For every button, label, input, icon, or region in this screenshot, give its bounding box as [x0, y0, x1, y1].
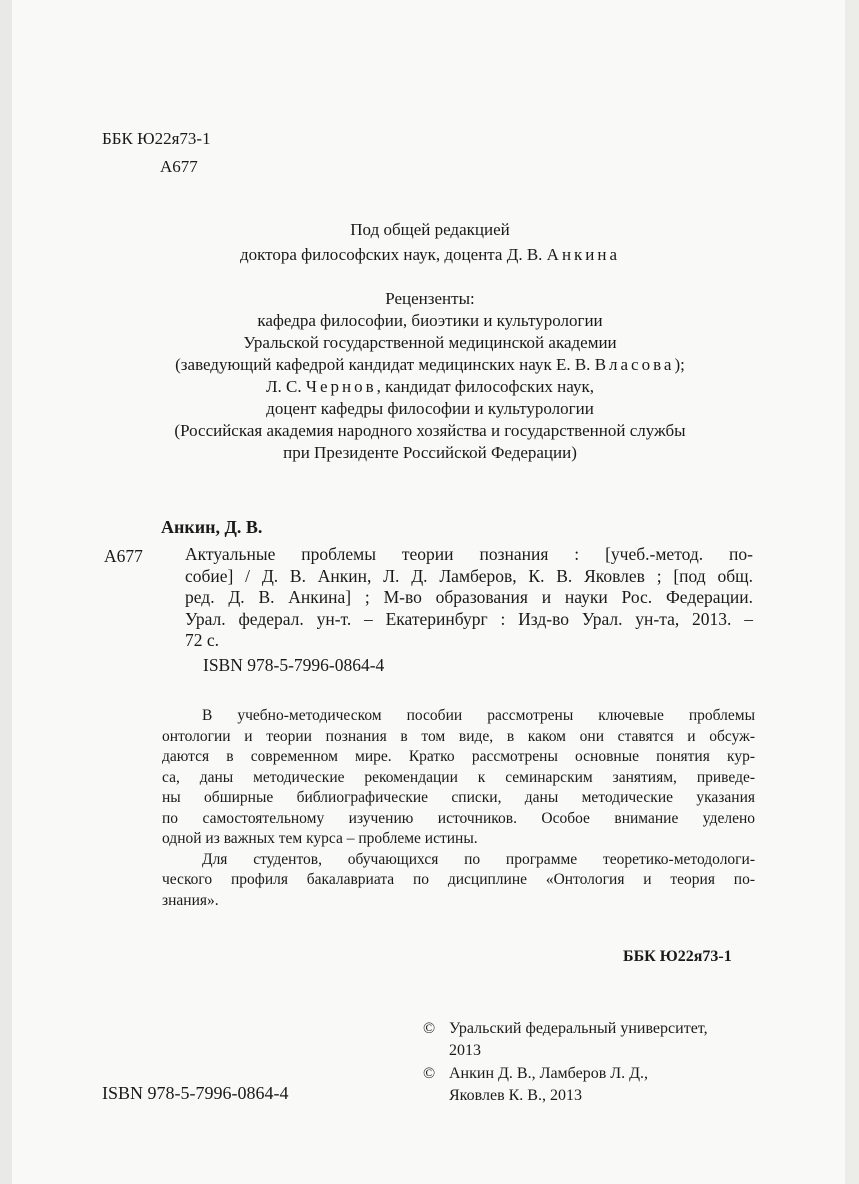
annotation-line: по самостоятельному изучению источников. Особое внимание уделено [162, 809, 755, 827]
reviewer-line-1: кафедра философии, биоэтики и культурологии [257, 311, 603, 330]
copyright-1-line-2: 2013 [449, 1042, 481, 1059]
bbk-code-top: ББК Ю22я73-1 [102, 129, 211, 148]
annotation-line: ческого профиля бакалавриата по дисциплине «Онтология и теория по- [162, 871, 755, 888]
catalog-isbn: ISBN 978-5-7996-0864-4 [203, 654, 385, 675]
annotation-line: онтологии и теории познания в том виде, в каком они ставятся и обсуж- [162, 727, 755, 745]
reviewer-line-4: Л. С. Чернов, кандидат философских наук, [266, 377, 594, 396]
catalog-author: Анкин, Д. В. [161, 517, 263, 537]
annotation-line: одной из важных тем курса – проблеме истины. [162, 830, 478, 847]
annotation-line: даются в современном мире. Кратко рассмотрены основные понятия кур- [162, 748, 755, 765]
isbn-bottom: ISBN 978-5-7996-0864-4 [102, 1083, 289, 1103]
editorship-line-1: Под общей редакцией [350, 220, 510, 239]
reviewer-line-7: при Президенте Российской Федерации) [283, 443, 577, 462]
annotation-line: знания». [162, 891, 219, 909]
annotation-line: ны обширные библиографические списки, даны методические указания [162, 789, 755, 806]
catalog-line: Актуальные проблемы теории познания : [учеб.-метод. по- [185, 544, 753, 564]
copyright-1-line-1: Уральский федеральный университет, [449, 1020, 708, 1037]
reviewer-line-2: Уральской государственной медицинской академии [243, 333, 617, 352]
copyright-2-line-1: Анкин Д. В., Ламберов Л. Д., [449, 1065, 649, 1082]
annotation [162, 706, 755, 911]
catalog-line: Урал. федерал. ун-т. – Екатеринбург : Изд-во Урал. ун-та, 2013. – [185, 608, 753, 629]
catalog-pages: 72 с. [185, 630, 220, 651]
catalog-line: собие] / Д. В. Анкин, Л. Д. Ламберов, К. В. Яковлев ; [под общ. [185, 565, 753, 586]
catalog-mark: А677 [104, 546, 143, 566]
reviewer-line-5: доцент кафедры философии и культурологии [266, 399, 594, 418]
reviewers-title: Рецензенты: [385, 289, 475, 308]
annotation-line: са, даны методические рекомендации к семинарским занятиям, приведе- [162, 768, 755, 786]
copyright-symbol-icon: © [423, 1020, 436, 1037]
catalog-description [185, 544, 753, 677]
editorship-block [130, 219, 730, 266]
catalog-line: ред. Д. В. Анкина] ; М-во образования и науки Рос. Федерации. [185, 587, 753, 608]
copyright-symbol-icon: © [423, 1065, 436, 1082]
reviewer-line-3: (заведующий кафедрой кандидат медицинских наук Е. В. Власова); [175, 355, 685, 374]
annotation-line: В учебно-методическом пособии рассмотрены ключевые проблемы [202, 707, 755, 724]
scan-right-edge [845, 0, 859, 1184]
editorship-line-2: доктора философских наук, доцента Д. В. Анкина [239, 245, 621, 264]
copyright-2-line-2: Яковлев К. В., 2013 [449, 1087, 582, 1104]
scan-left-edge [0, 0, 12, 1184]
editor-name: Анкина [546, 245, 621, 264]
bbk-code-bottom: ББК Ю22я73-1 [623, 948, 732, 965]
author-mark-top: А677 [160, 157, 198, 176]
annotation-line: Для студентов, обучающихся по программе теоретико-методологи- [202, 850, 755, 868]
reviewer-line-6: (Российская академия народного хозяйства и государственной службы [174, 421, 686, 440]
reviewers-block [130, 288, 730, 464]
